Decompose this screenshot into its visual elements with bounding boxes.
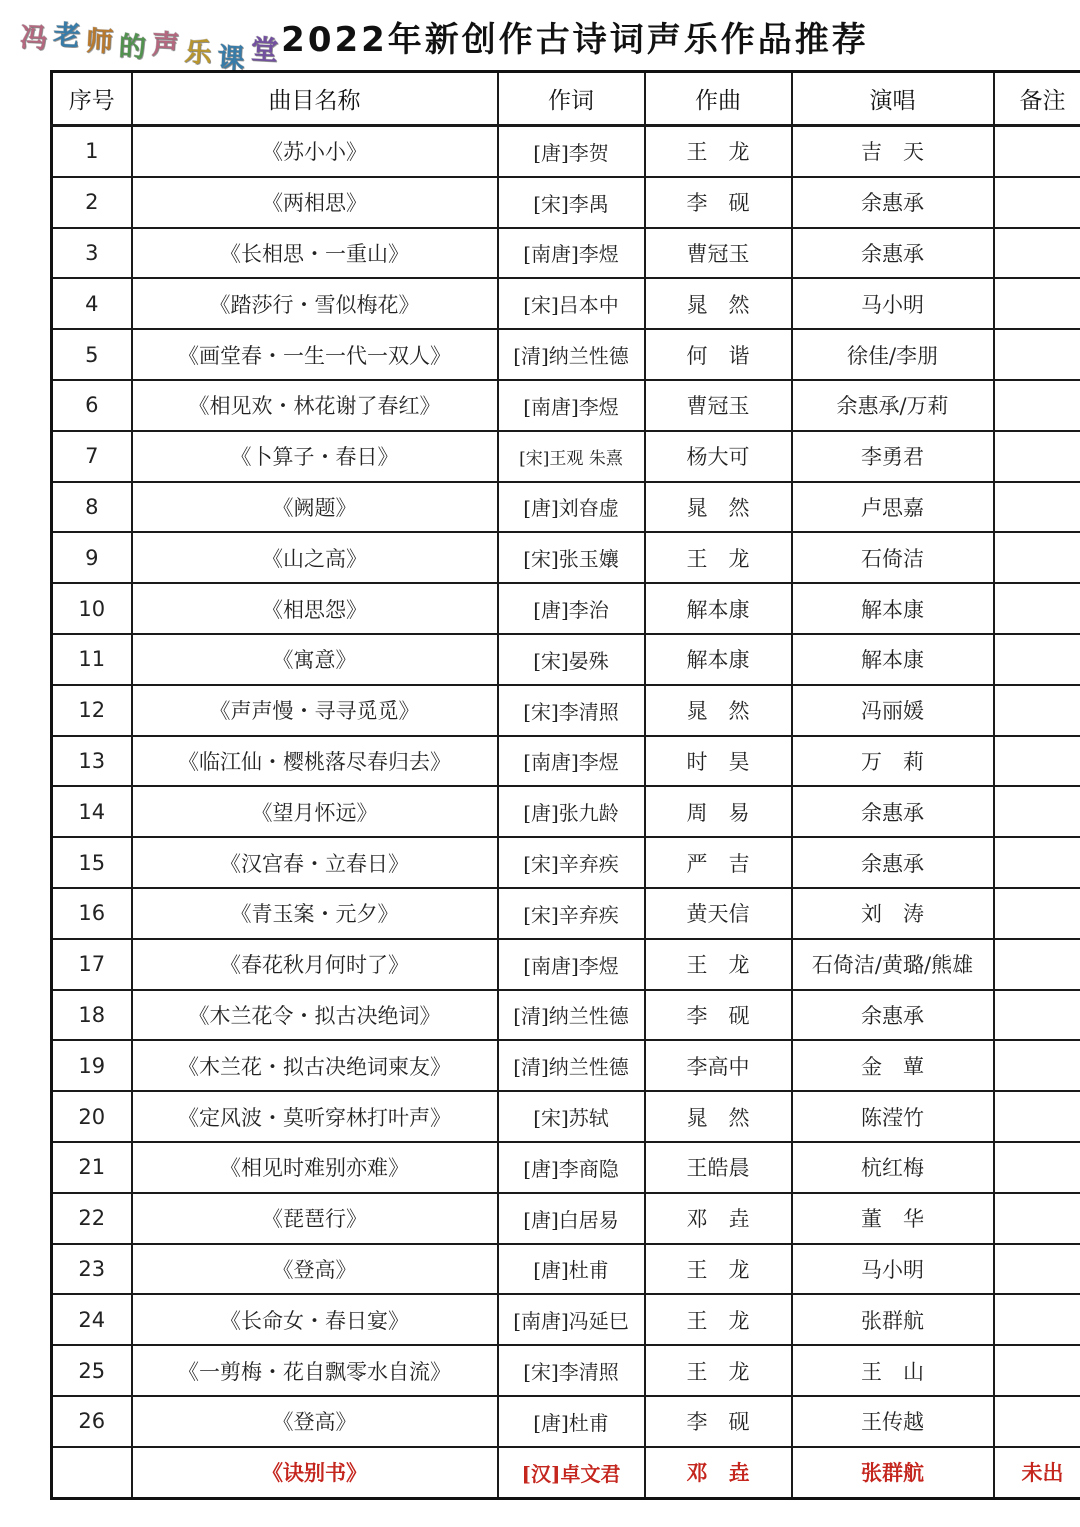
cell-lyricist: [宋]李清照 [498,685,645,736]
cell-no: 19 [52,1040,132,1091]
cell-no: 4 [52,278,132,329]
cell-lyricist: [宋]辛弃疾 [498,888,645,939]
cell-lyricist: [宋]李禺 [498,177,645,228]
cell-no: 26 [52,1396,132,1447]
cell-title: 《卜算子・春日》 [132,431,498,482]
cell-lyricist: [宋]王观 朱熹 [498,431,645,482]
songs-table [50,70,1080,1500]
cell-note [994,583,1080,634]
cell-note [994,888,1080,939]
watermark-char: 课 [216,42,246,75]
cell-no: 5 [52,329,132,380]
cell-singer: 石倚洁 [792,532,994,583]
cell-lyricist: [南唐]李煜 [498,939,645,990]
cell-no: 24 [52,1294,132,1345]
cell-no: 7 [52,431,132,482]
page-title: 2022年新创作古诗词声乐作品推荐 [281,20,869,60]
featured-cell-composer: 邓 垚 [645,1447,792,1498]
cell-composer: 严 吉 [645,837,792,888]
cell-note [994,278,1080,329]
header-lyricist: 作词 [498,72,645,126]
cell-composer: 晁 然 [645,1091,792,1142]
header-no: 序号 [52,72,132,126]
table-row [52,177,1080,228]
table-row [52,1294,1080,1345]
cell-note [994,431,1080,482]
table-row [52,329,1080,380]
cell-singer: 万 莉 [792,736,994,787]
table-row [52,736,1080,787]
cell-lyricist: [清]纳兰性德 [498,1040,645,1091]
cell-singer: 余惠承 [792,786,994,837]
cell-no: 23 [52,1244,132,1295]
featured-cell-title: 《诀别书》 [132,1447,498,1498]
cell-composer: 王皓晨 [645,1142,792,1193]
cell-composer: 时 昊 [645,736,792,787]
cell-singer: 杭红梅 [792,1142,994,1193]
cell-note [994,532,1080,583]
featured-row [52,1447,1080,1498]
cell-title: 《踏莎行・雪似梅花》 [132,278,498,329]
table-row [52,1396,1080,1447]
cell-note [994,1294,1080,1345]
cell-singer: 吉 天 [792,126,994,177]
table-row [52,990,1080,1041]
cell-title: 《登高》 [132,1396,498,1447]
cell-note [994,1040,1080,1091]
cell-title: 《画堂春・一生一代一双人》 [132,329,498,380]
table-row [52,1040,1080,1091]
cell-note [994,1193,1080,1244]
cell-no: 15 [52,837,132,888]
cell-lyricist: [唐]李商隐 [498,1142,645,1193]
cell-title: 《汉宫春・立春日》 [132,837,498,888]
cell-singer: 余惠承 [792,228,994,279]
cell-no: 13 [52,736,132,787]
cell-lyricist: [唐]杜甫 [498,1396,645,1447]
cell-singer: 马小明 [792,278,994,329]
cell-lyricist: [宋]晏殊 [498,634,645,685]
cell-note [994,1345,1080,1396]
cell-composer: 黄天信 [645,888,792,939]
cell-title: 《长相思・一重山》 [132,228,498,279]
cell-composer: 解本康 [645,583,792,634]
cell-lyricist: [唐]张九龄 [498,786,645,837]
header-note: 备注 [994,72,1080,126]
cell-title: 《登高》 [132,1244,498,1295]
cell-lyricist: [宋]张玉孃 [498,532,645,583]
cell-lyricist: [清]纳兰性德 [498,990,645,1041]
cell-no: 1 [52,126,132,177]
table-row [52,888,1080,939]
table-row [52,786,1080,837]
cell-composer: 王 龙 [645,1345,792,1396]
table-row [52,1091,1080,1142]
cell-singer: 李勇君 [792,431,994,482]
cell-no: 11 [52,634,132,685]
cell-title: 《长命女・春日宴》 [132,1294,498,1345]
table-row [52,431,1080,482]
cell-lyricist: [唐]刘昚虚 [498,482,645,533]
cell-title: 《相思怨》 [132,583,498,634]
cell-title: 《木兰花・拟古决绝词柬友》 [132,1040,498,1091]
table-row [52,1345,1080,1396]
cell-composer: 李 砚 [645,990,792,1041]
header-title: 曲目名称 [132,72,498,126]
cell-lyricist: [宋]辛弃疾 [498,837,645,888]
header-singer: 演唱 [792,72,994,126]
cell-note [994,1142,1080,1193]
table-row [52,532,1080,583]
cell-singer: 王 山 [792,1345,994,1396]
cell-no: 6 [52,380,132,431]
cell-note [994,1244,1080,1295]
cell-lyricist: [南唐]李煜 [498,380,645,431]
cell-singer: 金 蕇 [792,1040,994,1091]
watermark-char: 的 [118,31,147,64]
cell-no: 12 [52,685,132,736]
cell-title: 《望月怀远》 [132,786,498,837]
table-row [52,583,1080,634]
cell-singer: 陈滢竹 [792,1091,994,1142]
cell-title: 《苏小小》 [132,126,498,177]
cell-no: 2 [52,177,132,228]
table-row [52,278,1080,329]
cell-title: 《青玉案・元夕》 [132,888,498,939]
cell-title: 《阙题》 [132,482,498,533]
watermark-char: 堂 [250,34,279,67]
cell-note [994,990,1080,1041]
cell-title: 《木兰花令・拟古决绝词》 [132,990,498,1041]
cell-singer: 石倚洁/黄璐/熊雄 [792,939,994,990]
cell-title: 《临江仙・樱桃落尽春归去》 [132,736,498,787]
cell-note [994,939,1080,990]
cell-singer: 王传越 [792,1396,994,1447]
cell-composer: 李 砚 [645,177,792,228]
cell-note [994,177,1080,228]
featured-cell-singer: 张群航 [792,1447,994,1498]
watermark-char: 乐 [183,36,213,70]
cell-note [994,736,1080,787]
cell-lyricist: [唐]李贺 [498,126,645,177]
table-header-row [52,72,1080,126]
cell-singer: 余惠承/万莉 [792,380,994,431]
table-row [52,126,1080,177]
table-row [52,939,1080,990]
cell-no: 21 [52,1142,132,1193]
cell-composer: 晁 然 [645,685,792,736]
cell-composer: 晁 然 [645,278,792,329]
cell-title: 《相见欢・林花谢了春红》 [132,380,498,431]
featured-cell-note: 未出 [994,1447,1080,1498]
table-row [52,634,1080,685]
table-row [52,380,1080,431]
table-row [52,1244,1080,1295]
cell-lyricist: [唐]李治 [498,583,645,634]
cell-lyricist: [南唐]冯延巳 [498,1294,645,1345]
cell-title: 《琵琶行》 [132,1193,498,1244]
cell-composer: 周 易 [645,786,792,837]
cell-no: 14 [52,786,132,837]
cell-no: 9 [52,532,132,583]
cell-composer: 王 龙 [645,1244,792,1295]
table-row [52,685,1080,736]
cell-lyricist: [宋]李清照 [498,1345,645,1396]
cell-note [994,380,1080,431]
cell-no: 16 [52,888,132,939]
cell-note [994,228,1080,279]
cell-title: 《声声慢・寻寻觅觅》 [132,685,498,736]
watermark-char: 声 [151,29,180,62]
cell-lyricist: [唐]白居易 [498,1193,645,1244]
cell-composer: 曹冠玉 [645,228,792,279]
cell-composer: 李 砚 [645,1396,792,1447]
cell-note [994,329,1080,380]
watermark-char: 冯 [19,22,48,55]
cell-singer: 徐佳/李朋 [792,329,994,380]
cell-title: 《两相思》 [132,177,498,228]
cell-note [994,786,1080,837]
cell-note [994,1091,1080,1142]
cell-title: 《一剪梅・花自飘零水自流》 [132,1345,498,1396]
cell-composer: 杨大可 [645,431,792,482]
cell-note [994,1396,1080,1447]
cell-singer: 马小明 [792,1244,994,1295]
cell-lyricist: [宋]吕本中 [498,278,645,329]
cell-no: 3 [52,228,132,279]
cell-composer: 晁 然 [645,482,792,533]
watermark-char: 老 [52,20,82,53]
cell-singer: 董 华 [792,1193,994,1244]
header-composer: 作曲 [645,72,792,126]
cell-composer: 李高中 [645,1040,792,1091]
cell-singer: 卢思嘉 [792,482,994,533]
table-row [52,1193,1080,1244]
cell-lyricist: [宋]苏轼 [498,1091,645,1142]
cell-singer: 刘 涛 [792,888,994,939]
cell-composer: 解本康 [645,634,792,685]
cell-no: 10 [52,583,132,634]
cell-title: 《定风波・莫听穿林打叶声》 [132,1091,498,1142]
table-row [52,228,1080,279]
cell-no: 17 [52,939,132,990]
cell-no: 25 [52,1345,132,1396]
cell-composer: 何 谐 [645,329,792,380]
watermark-char: 师 [85,25,114,59]
cell-lyricist: [南唐]李煜 [498,228,645,279]
cell-note [994,634,1080,685]
cell-singer: 余惠承 [792,177,994,228]
cell-title: 《相见时难别亦难》 [132,1142,498,1193]
cell-no: 22 [52,1193,132,1244]
cell-note [994,482,1080,533]
cell-singer: 解本康 [792,583,994,634]
cell-lyricist: [清]纳兰性德 [498,329,645,380]
cell-lyricist: [南唐]李煜 [498,736,645,787]
cell-lyricist: [唐]杜甫 [498,1244,645,1295]
cell-composer: 王 龙 [645,1294,792,1345]
cell-note [994,685,1080,736]
cell-note [994,126,1080,177]
table-row [52,837,1080,888]
cell-note [994,837,1080,888]
cell-singer: 冯丽媛 [792,685,994,736]
table-row [52,482,1080,533]
cell-singer: 余惠承 [792,837,994,888]
cell-composer: 王 龙 [645,939,792,990]
cell-singer: 张群航 [792,1294,994,1345]
cell-singer: 余惠承 [792,990,994,1041]
cell-no: 20 [52,1091,132,1142]
featured-cell-no [52,1447,132,1498]
cell-composer: 邓 垚 [645,1193,792,1244]
cell-title: 《寓意》 [132,634,498,685]
cell-composer: 曹冠玉 [645,380,792,431]
cell-title: 《春花秋月何时了》 [132,939,498,990]
table-row [52,1142,1080,1193]
cell-composer: 王 龙 [645,532,792,583]
featured-cell-lyricist: [汉]卓文君 [498,1447,645,1498]
cell-composer: 王 龙 [645,126,792,177]
cell-title: 《山之高》 [132,532,498,583]
cell-singer: 解本康 [792,634,994,685]
cell-no: 8 [52,482,132,533]
cell-no: 18 [52,990,132,1041]
